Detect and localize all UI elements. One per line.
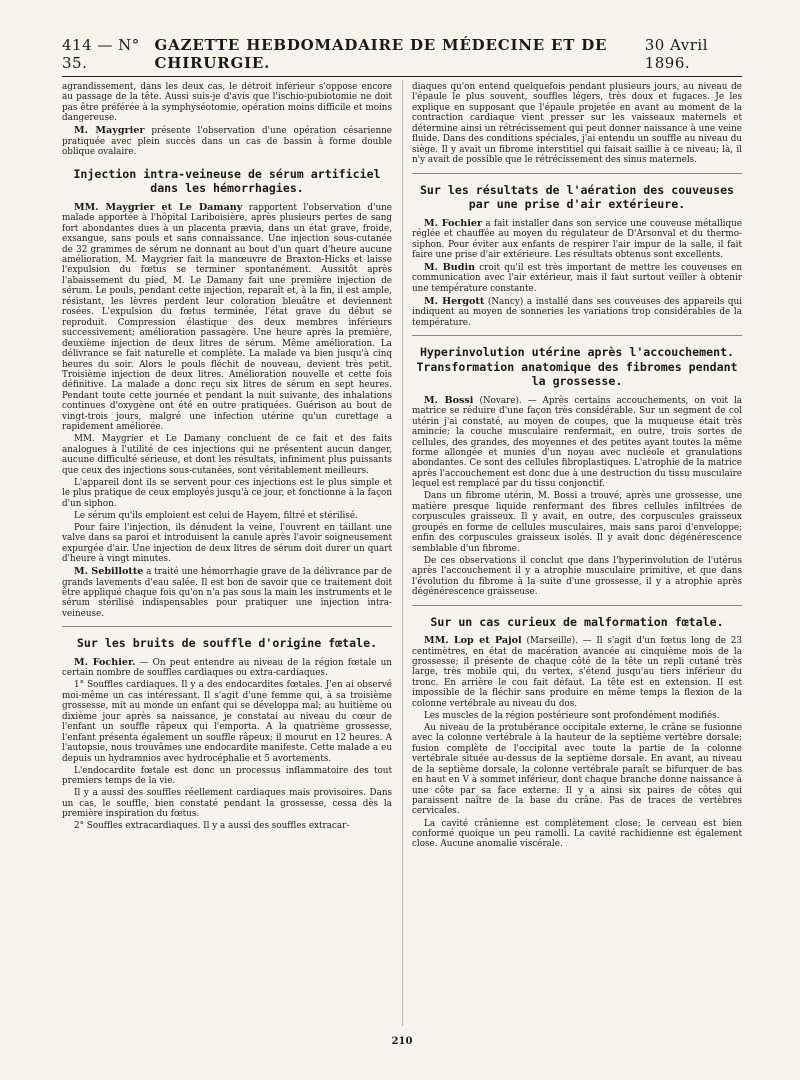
- paragraph: [412, 218, 742, 261]
- journal-page: [62, 36, 742, 1056]
- speaker-name: M. Sebillotte: [74, 566, 144, 578]
- page-number: 414 — N° 35.: [62, 36, 140, 72]
- speaker-name: MM. Maygrier et Le Damany: [74, 201, 243, 213]
- section-heading: Injection intra-veineuse de sérum artificiel dans les hémorrhagies.: [73, 166, 381, 196]
- journal-title: GAZETTE HEBDOMADAIRE DE MÉDECINE ET DE CHIRURGIE.: [154, 36, 608, 72]
- paragraph: [412, 635, 742, 709]
- paragraph: 2° Souffles extracardiaques. Il y a aussi des souffles extracar-: [74, 821, 350, 832]
- paragraph: Il y a aussi des souffles réellement cardiaques mais provisoires. Dans un cas, le souffle, bien constaté pendant la grossesse, cessa dès la première inspiration du fœtus.: [62, 788, 392, 819]
- paragraph: MM. Maygrier et Le Damany concluent de ce fait et des faits analogues à l'utilité de ces injections qui ne présentent aucun danger, aucune difficulté sérieuse, et dont les résultats, infiniment plus puissants que ceux des injections sous-cutanées, sont véritablement meilleurs.: [62, 434, 392, 476]
- paragraph: La cavité crânienne est complètement close; le cerveau est bien conformé quoique un peu ramolli. La cavité rachidienne est également close. Aucune anomalie viscérale.: [412, 818, 742, 850]
- paragraph-text: (Nancy) a installé dans ses couveuses des appareils qui indiquent au moyen de sonneries les variations trop considérables de la température.: [412, 296, 742, 328]
- paragraph-text: (Marseille). — Il s'agit d'un fœtus long de 23 centimètres, en état de macération avancée au cinquième mois de la grossesse; il présente de chaque côté de la tête un repli cutané très large, très mobile qui, du vertex, s'étend jusqu'au tiers inférieur du tronc. En arrière le cou fait défaut. La tête est en extension. Il est impossible de la fléchir sans produire en même temps la flexion de la colonne vertébrale au niveau du dos.: [412, 636, 742, 709]
- paragraph: Le sérum qu'ils emploient est celui de Hayem, filtré et stérilisé.: [74, 510, 358, 521]
- issue-date: 30 Avril 1896.: [644, 36, 709, 72]
- paragraph-text: croit qu'il est très important de mettre les couveuses en communication avec l'air extérieur, mais il faut surtout veiller à obtenir une température constante.: [412, 263, 742, 294]
- running-header: [62, 36, 742, 77]
- paragraph: Les muscles de la région postérieure sont profondément modifiés.: [424, 710, 720, 721]
- paragraph: [62, 657, 392, 679]
- speaker-name: M. Fochier: [424, 217, 483, 229]
- paragraph: L'endocardite fœtale est donc un processus inflammatoire des tout premiers temps de la vie.: [62, 765, 392, 787]
- speaker-name: M. Hergott: [424, 295, 485, 307]
- speaker-name: M. Budin: [424, 262, 476, 273]
- paragraph: 1° Souffles cardiaques. Il y a des endocardites fœtales. J'en ai observé moi-même un cas intéressant. Il s'agit d'une femme qui, à sa troisième grossesse, mit au monde un enfant qui se développa mal; au huitième ou dixième jour après sa naissance, je constatai au niveau du cœur de l'enfant un souffle râpeux qui l'emporta. A la quatrième grossesse, l'enfant présenta également un souffle râpeux; il mourut en 12 heures. A l'autopsie, nous trouvâmes une endocardite manifeste. Cette malade a eu depuis un hydramnios avec hydrocéphalie et 5 avortements.: [62, 680, 392, 764]
- section-rule: [62, 626, 392, 627]
- paragraph-text: présente l'observation d'une opération césarienne pratiquée avec plein succès dans un cas de bassin à forme double oblique ovalaire.: [62, 126, 392, 158]
- speaker-name: M. Maygrier: [74, 125, 145, 137]
- paragraph: agrandissement, dans les deux cas, le détroit inférieur s'oppose encore au passage de la tête. Aussi suis-je d'avis que l'ischio-pubiotomie ne doit pas être préférée à la symphyséotomie, opération moins difficile et moins dangereuse.: [62, 82, 392, 124]
- paragraph: diaques qu'on entend quelquefois pendant plusieurs jours, au niveau de l'épaule le plus souvent, souffles légers, très doux et fugaces. Je les explique en supposant que l'épaule projetée en avant au moment de la contraction cardiaque vient presser sur les vaisseaux maternels et détermine ainsi un rétrécissement qui peut donner naissance à une veine fluide. Dans des conditions spéciales, j'ai entendu un souffle au niveau du siège. Il y avait un fibrome interstitiel qui faisait saillie à ce niveau; là, il n'y avait de possible que le rétrécissement des sinus maternels.: [412, 82, 742, 166]
- section-rule: [412, 335, 742, 336]
- paragraph: [412, 395, 742, 490]
- paragraph-text: a fait installer dans son service une couveuse métallique réglée et chauffée au moyen du régulateur de D'Arsonval et du thermo-siphon. Pour éviter aux enfants de respirer l'air impur de la salle, il fait faire une prise d'air extérieure. Les résultats obtenus sont excellents.: [412, 218, 742, 260]
- paragraph: L'appareil dont ils se servent pour ces injections est le plus simple et le plus pratique de ceux employés jusqu'à ce jour, et fonctionne à la façon d'un siphon.: [62, 477, 392, 509]
- section-heading: Hyperinvolution utérine après l'accouchement. Transformation anatomique des fibromes pendant la grossesse.: [416, 345, 738, 389]
- paragraph-text: a traité une hémorrhagie grave de la délivrance par de grands lavements d'eau salée. Il est bon de savoir que ce traitement doit être appliqué chaque fois qu'on n'a pas sous la main les instruments et le sérum stérilisé indispensables pour pratiquer une injection intra-veineuse.: [62, 567, 392, 619]
- section-heading: Sur un cas curieux de malformation fœtale.: [430, 614, 724, 629]
- speaker-name: M. Bossi: [424, 394, 474, 406]
- paragraph: Pour faire l'injection, ils dénudent la veine, l'ouvrent en taillant une valve dans sa paroi et introduisent la canule après l'avoir soigneusement expurgée d'air. Une injection de deux litres de sérum doit durer un quart d'heure à vingt minutes.: [62, 522, 392, 565]
- paragraph: [62, 202, 392, 433]
- paragraph: [62, 125, 392, 157]
- paragraph-text: rapportent l'observation d'une malade apportée à l'hôpital Lariboisière, après plusieurs pertes de sang fort abondantes dues à un placenta prævia, dans un état grave, froide, exsangue, sans pouls et sans connaissance. Une injection sous-cutanée de 32 grammes de sérum ne donnant au bout d'un quart d'heure aucune amélioration, M. Maygrier fait la manœuvre de Braxton-Hicks et laisse l'expulsion du fœtus se terminer spontanément. Aussitôt après l'abaissement du pied, M. Le Damany fait une première injection de sérum. Le pouls, pendant cette injection, reparaît et, à la fin, il est ample, résistant, les lèvres perdent leur coloration bleuâtre et deviennent rosées. L'expulsion du fœtus terminée, l'état grave du début se reproduit. Compression élastique des deux membres inférieurs successivement; amélioration passagère. Une heure après la première, deuxième injection de deux litres de sérum. Même amélioration. La délivrance se fait naturelle et complète. La malade va bien jusqu'à cinq heures du soir. Alors le pouls fléchit de nouveau, devient très petit. Troisième injection de deux litres. Amélioration nouvelle et cette fois définitive. La malade a donc reçu six litres de sérum en sept heures. Pendant toute cette journée et pendant la nuit suivante, des inhalations continues d'oxygène ont été en outre pratiquées. Guérison au bout de vingt-trois jours, malgré une infection utérine qu'un curettage a rapidement améliorée.: [62, 202, 392, 433]
- left-column: [62, 82, 392, 1032]
- section-heading: Sur les résultats de l'aération des couveuses par une prise d'air extérieure.: [419, 182, 735, 212]
- paragraph-text: (Novare). — Après certains accouchements, on voit la matrice se réduire d'une façon très considérable. Sur un segment de col utérin j'ai constaté, au moyen de coupes, que la muqueuse était très amincie; la couche musculaire renfermait, en outre, trois sortes de cellules, des grandes, des moyennes et des petites ayant toutes la même forme allongée et munies d'un noyau avec nucléole et granulations abondantes. Ce sont des cellules fibroplastiques. L'atrophie de la matrice après l'accouchement est donc due à une destruction du tissu musculaire lequel est remplacé par du tissu conjonctif.: [412, 395, 742, 490]
- section-rule: [412, 605, 742, 606]
- paragraph: [62, 566, 392, 619]
- paragraph: De ces observations il conclut que dans l'hyperinvolution de l'utérus après l'accouchement il y a atrophie musculaire primitive, et que dans l'évolution du fibrome à la suite d'une grossesse, il y a atrophie après dégénérescence graisseuse.: [412, 555, 742, 598]
- paragraph: [412, 262, 742, 294]
- right-column: [412, 82, 742, 1032]
- paragraph: [412, 296, 742, 328]
- section-heading: Sur les bruits de souffle d'origine fœtale.: [76, 636, 378, 651]
- columns: [62, 82, 742, 1032]
- speaker-name: MM. Lop et Pajol: [424, 635, 522, 647]
- paragraph: Au niveau de la protubérance occipitale externe, le crâne se fusionne avec la colonne vertébrale à la hauteur de la septième vertèbre dorsale; fusion complète de l'occipital avec toute la partie de la colonne vertébrale située au-dessus de la septième dorsale. En avant, au niveau de la septième dorsale, la colonne vertébrale paraît se bifurquer de bas en haut en V à sommet inférieur, dont chaque branche donne naissance à une côte par sa face externe. Il y a ainsi six paires de côtes qui paraissent naître de la base du crâne. Pas de traces de vertèbres cervicales.: [412, 722, 742, 817]
- page-footer-number: 210: [391, 1036, 413, 1047]
- paragraph: Dans un fibrome utérin, M. Bossi a trouvé, après une grossesse, une matière presque liquide renfermant des fibres cellules infiltrées de corpuscules graisseux. Il y avait, en outre, des corpuscules graisseux groupés en forme de cellules musculaires, mais sans paroi d'enveloppe; enfin des corpuscules graisseux isolés. Il y avait donc dégénérescence semblable d'un fibrome.: [412, 491, 742, 554]
- section-rule: [412, 173, 742, 174]
- paragraph-text: — On peut entendre au niveau de la région fœtale un certain nombre de souffles cardiaques ou extra-cardiaques.: [62, 657, 392, 679]
- speaker-name: M. Fochier.: [74, 656, 136, 668]
